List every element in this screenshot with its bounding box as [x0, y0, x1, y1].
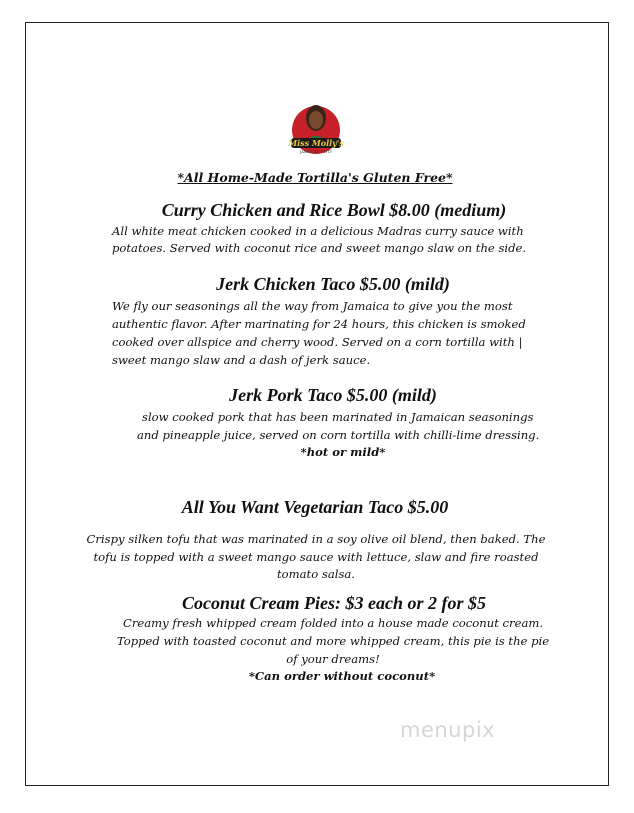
item-desc-line: cooked over allspice and cherry wood. Served on a corn tortilla with |	[112, 335, 523, 349]
item-desc-line: Crispy silken tofu that was marinated in a soy olive oil blend, then baked. The	[86, 532, 546, 546]
item-note: *hot or mild*	[300, 445, 386, 459]
item-desc-line: sweet mango slaw and a dash of jerk sauce.	[112, 353, 371, 367]
item-title: Jerk Chicken Taco $5.00 (mild)	[216, 274, 450, 294]
item-desc-line: We fly our seasonings all the way from Jamaica to give you the most	[112, 299, 513, 313]
item-note: *Can order without coconut*	[248, 669, 436, 683]
miss-mollys-logo	[283, 96, 349, 162]
svg-text:Miss Molly's: Miss Molly's	[288, 138, 344, 148]
item-title: All You Want Vegetarian Taco $5.00	[181, 497, 449, 517]
item-desc-line: All white meat chicken cooked in a delicious Madras curry sauce with	[112, 224, 524, 238]
item-desc-line: tofu is topped with a sweet mango sauce with lettuce, slaw and fire roasted	[93, 550, 539, 564]
gluten-free-note: *All Home-Made Tortilla's Gluten Free*	[177, 170, 453, 185]
item-desc-line: Topped with toasted coconut and more whipped cream, this pie is the pie	[116, 634, 550, 648]
item-desc-line: tomato salsa.	[277, 567, 355, 581]
item-desc-line: and pineapple juice, served on corn tortilla with chilli-lime dressing.	[137, 428, 540, 442]
item-title: Jerk Pork Taco $5.00 (mild)	[229, 385, 437, 405]
item-desc-line: Creamy fresh whipped cream folded into a house made coconut cream.	[122, 616, 544, 630]
item-desc-line: potatoes. Served with coconut rice and sweet mango slaw on the side.	[112, 241, 527, 255]
svg-text:JAMAICAN PATTY: JAMAICAN PATTY	[299, 150, 333, 154]
item-desc-line: slow cooked pork that has been marinated in Jamaican seasonings	[142, 410, 534, 424]
item-title: Curry Chicken and Rice Bowl $8.00 (medium)	[161, 200, 507, 220]
item-title: Coconut Cream Pies: $3 each or 2 for $5	[182, 593, 486, 613]
item-desc-line: authentic flavor. After marinating for 24 hours, this chicken is smoked	[112, 317, 526, 331]
item-desc-line: of your dreams!	[286, 652, 380, 666]
watermark: menupix	[400, 718, 496, 742]
